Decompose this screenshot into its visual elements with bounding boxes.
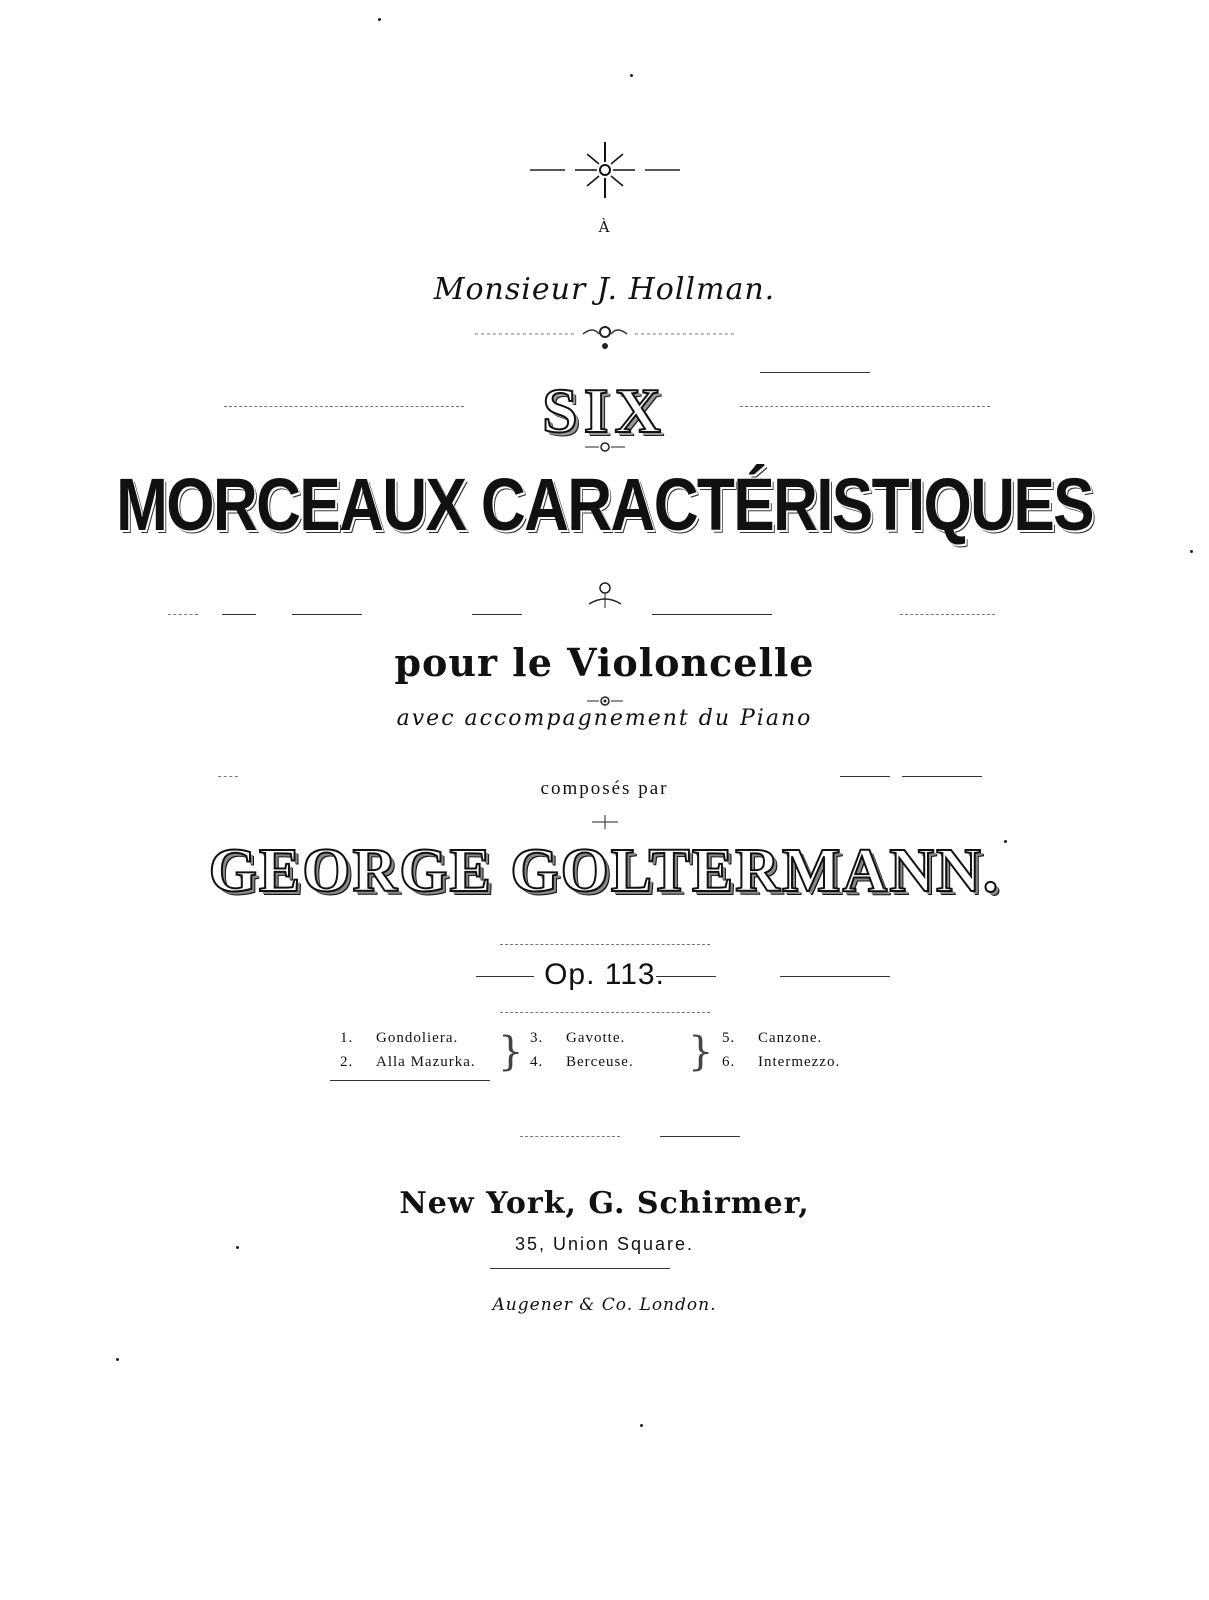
scan-speck xyxy=(640,1424,643,1427)
list-item xyxy=(340,1054,476,1078)
piece-name: Gavotte. xyxy=(566,1030,626,1046)
piece-number: 4. xyxy=(530,1054,544,1070)
publisher-address: 35, Union Square. xyxy=(514,1234,695,1254)
separator-right xyxy=(660,1136,740,1137)
scan-speck xyxy=(1004,840,1007,843)
pieces-column-2 xyxy=(530,1030,634,1078)
accomp-rule-3 xyxy=(902,776,982,777)
piece-name: Intermezzo. xyxy=(758,1054,841,1070)
accompaniment-line: avec accompagnement du Piano xyxy=(396,706,813,731)
instrument-line: pour le Violoncelle xyxy=(394,640,815,685)
piece-number: 1. xyxy=(340,1030,354,1046)
accomp-rule-2 xyxy=(840,776,890,777)
brace-icon: } xyxy=(498,1029,525,1075)
list-item xyxy=(722,1030,840,1054)
pieces-column-3 xyxy=(722,1030,840,1078)
dedication-name: Monsieur J. Hollman. xyxy=(433,272,776,307)
scan-speck xyxy=(236,1246,239,1249)
opus-lower-rule xyxy=(500,1012,710,1013)
scan-speck xyxy=(116,1358,119,1361)
brace-icon: } xyxy=(688,1029,715,1075)
list-item xyxy=(530,1054,634,1078)
main-title: MORCEAUX CARACTÉRISTIQUES xyxy=(116,463,1093,546)
scan-speck xyxy=(630,74,633,77)
address-underline xyxy=(490,1268,670,1269)
separator-left xyxy=(520,1136,620,1137)
list-item xyxy=(722,1054,840,1078)
pieces-column-1 xyxy=(340,1030,476,1078)
piece-name: Canzone. xyxy=(758,1030,823,1046)
scroll-ornament-icon xyxy=(0,322,1209,362)
star-ornament-icon xyxy=(0,140,1209,180)
scan-speck xyxy=(1190,550,1193,553)
pieces-underline xyxy=(330,1080,490,1081)
opus-number: Op. 113. xyxy=(544,958,665,991)
piece-number: 2. xyxy=(340,1054,354,1070)
piece-number: 6. xyxy=(722,1054,736,1070)
piece-number: 3. xyxy=(530,1030,544,1046)
accomp-rule-1 xyxy=(218,776,238,777)
leaf-ornament-icon xyxy=(0,580,1209,620)
composer-name: GEORGE GOLTERMANN. xyxy=(208,837,1001,905)
publisher-agent: Augener & Co. London. xyxy=(492,1295,717,1315)
title-number-word: SIX xyxy=(542,375,667,446)
list-item xyxy=(530,1030,634,1054)
list-item xyxy=(340,1030,476,1054)
opus-upper-rule xyxy=(500,944,710,945)
publisher-name: New York, G. Schirmer, xyxy=(399,1186,810,1221)
upper-right-rule xyxy=(760,372,870,373)
scan-speck xyxy=(378,18,381,21)
piece-name: Berceuse. xyxy=(566,1054,634,1070)
dedication-prefix: À xyxy=(598,218,611,236)
composed-by-line: composés par xyxy=(540,778,669,799)
cross-ornament-icon xyxy=(0,814,1209,830)
piece-name: Gondoliera. xyxy=(376,1030,459,1046)
piece-name: Alla Mazurka. xyxy=(376,1054,476,1070)
piece-number: 5. xyxy=(722,1030,736,1046)
